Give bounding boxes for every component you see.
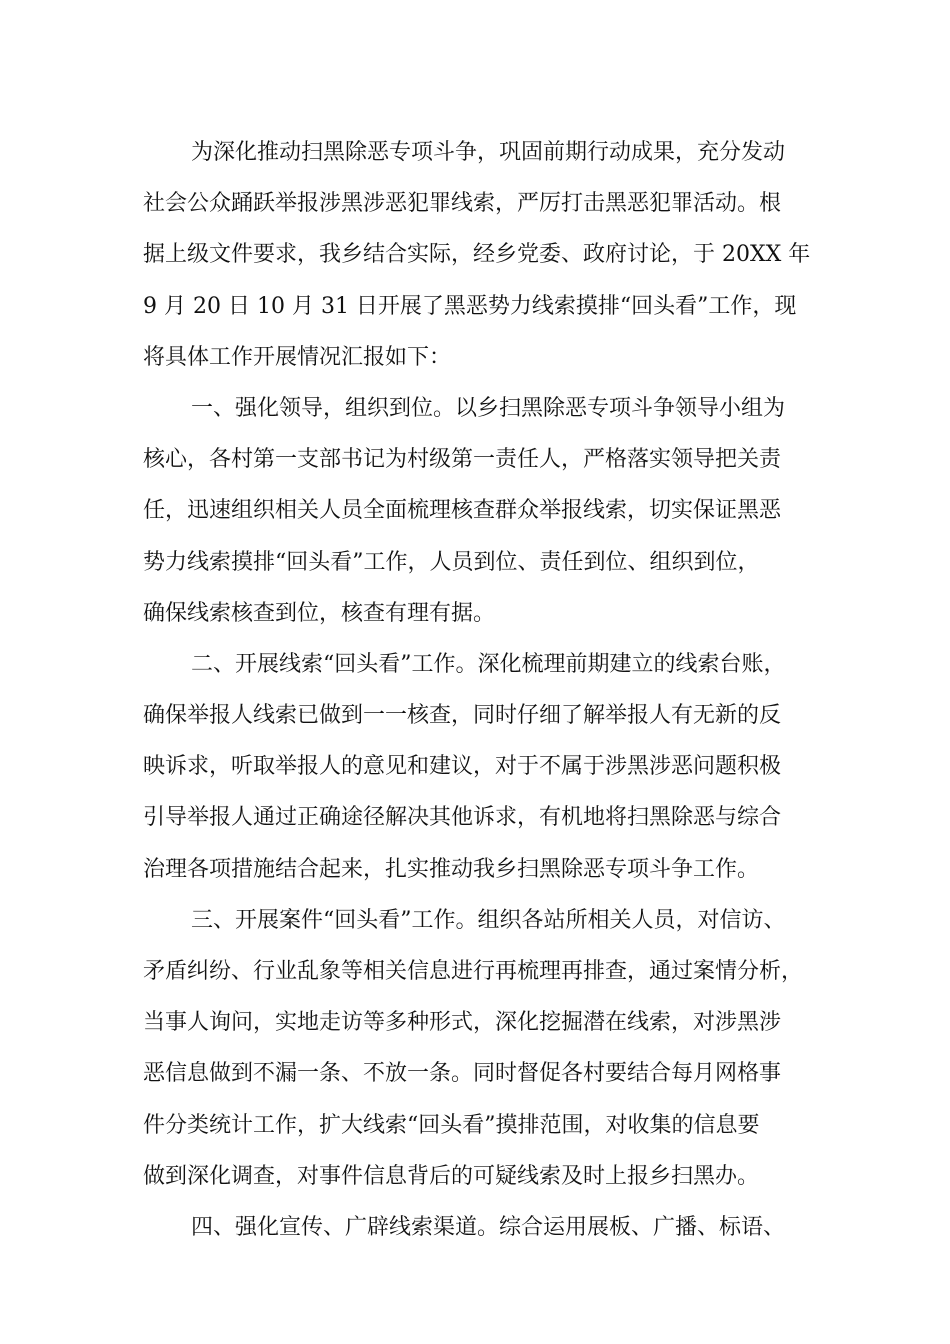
text-line: 三、开展案件“回头看”工作。组织各站所相关人员，对信访、 (191, 907, 786, 933)
intro-paragraph (143, 127, 811, 383)
text-line: 恶信息做到不漏一条、不放一条。同时督促各村要结合每月网格事 (143, 1061, 782, 1087)
section-1-paragraph (143, 383, 803, 639)
text-line: 二、开展线索“回头看”工作。深化梳理前期建立的线索台账， (191, 651, 786, 677)
text-line: 治理各项措施结合起来，扎实推动我乡扫黑除恶专项斗争工作。 (143, 856, 760, 882)
text-line: 确保线索核查到位，核查有理有据。 (143, 600, 496, 626)
text-line: 核心，各村第一支部书记为村级第一责任人，严格落实领导把关责 (143, 447, 782, 473)
text-line: 一、强化领导，组织到位。以乡扫黑除恶专项斗争领导小组为 (191, 395, 786, 421)
text-line: 据上级文件要求，我乡结合实际，经乡党委、政府讨论，于 20XX 年 (143, 242, 811, 268)
text-line: 社会公众踊跃举报涉黑涉恶犯罪线索，严厉打击黑恶犯罪活动。根 (143, 191, 782, 217)
text-line: 势力线索摸排“回头看”工作，人员到位、责任到位、组织到位， (143, 549, 760, 575)
section-4-paragraph (143, 1202, 803, 1253)
text-line: 确保举报人线索已做到一一核查，同时仔细了解举报人有无新的反 (143, 703, 782, 729)
text-line: 为深化推动扫黑除恶专项斗争，巩固前期行动成果，充分发动 (191, 140, 786, 165)
text-line: 引导举报人通过正确途径解决其他诉求，有机地将扫黑除恶与综合 (143, 805, 782, 831)
text-line: 件分类统计工作，扩大线索“回头看”摸排范围，对收集的信息要 (143, 1112, 760, 1138)
text-line: 矛盾纠纷、行业乱象等相关信息进行再梳理再排查，通过案情分析， (143, 959, 804, 984)
section-2-paragraph (143, 639, 803, 895)
text-line: 做到深化调查，对事件信息背后的可疑线索及时上报乡扫黑办。 (143, 1163, 760, 1189)
text-line: 任，迅速组织相关人员全面梳理核查群众举报线索，切实保证黑恶 (143, 498, 782, 524)
text-line: 四、强化宣传、广辟线索渠道。综合运用展板、广播、标语、 (191, 1214, 786, 1240)
text-line: 当事人询问，实地走访等多种形式，深化挖掘潜在线索，对涉黑涉 (143, 1010, 782, 1036)
text-line: 9 月 20 日 10 月 31 日开展了黑恶势力线索摸排“回头看”工作，现 (143, 293, 797, 319)
section-3-paragraph (143, 895, 803, 1202)
text-line: 映诉求，听取举报人的意见和建议，对于不属于涉黑涉恶问题积极 (143, 754, 782, 780)
document-body (143, 127, 811, 1253)
text-line: 将具体工作开展情况汇报如下： (143, 344, 452, 370)
